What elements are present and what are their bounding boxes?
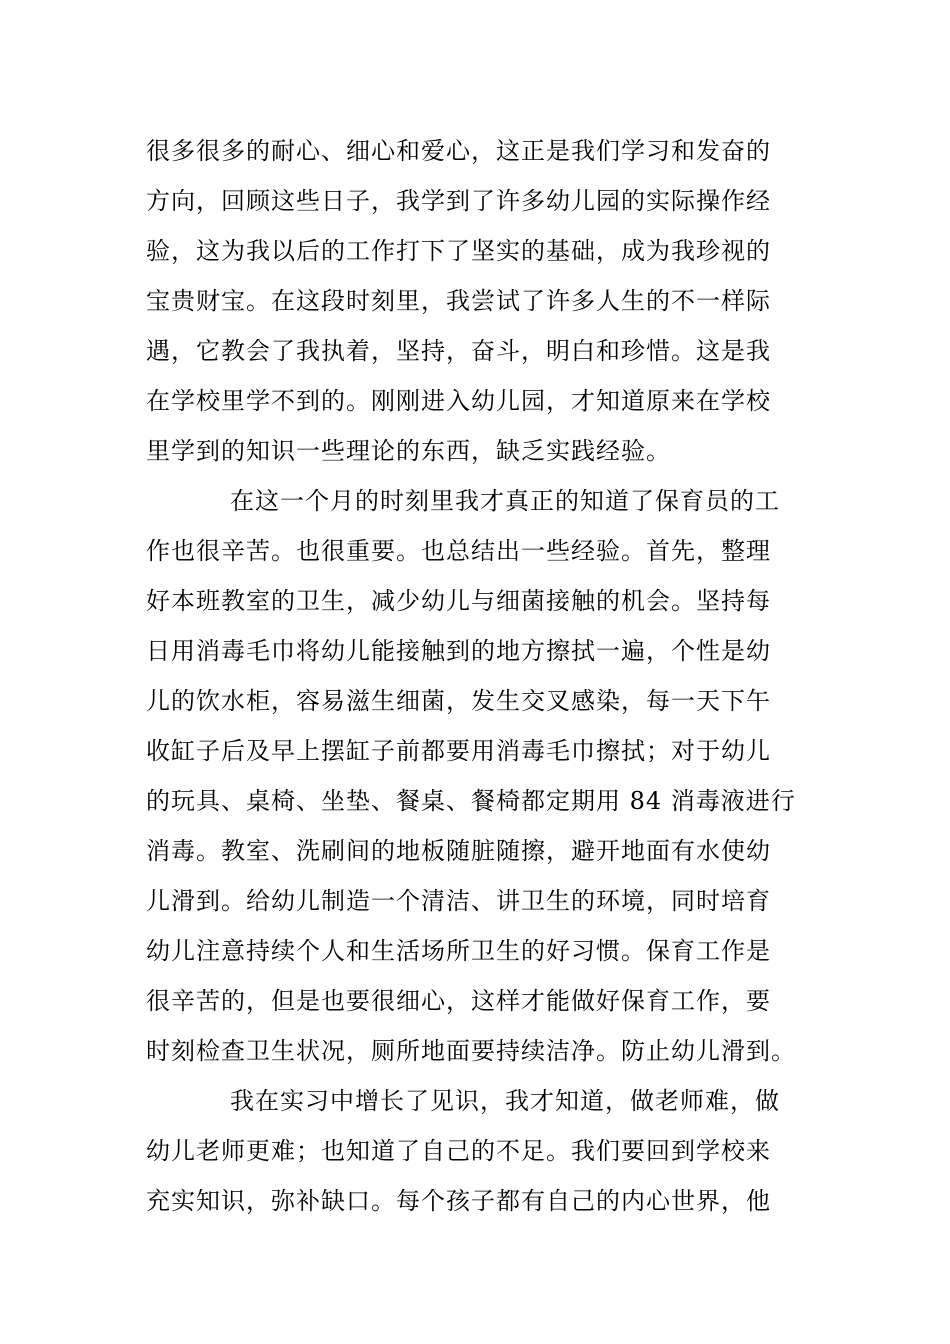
text-line: 作也很辛苦。也很重要。也总结出一些经验。首先，整理 (146, 537, 771, 565)
text-line: 时刻检查卫生状况，厕所地面要持续洁净。防止幼儿滑到。 (146, 1037, 796, 1065)
text-line: 幼儿注意持续个人和生活场所卫生的好习惯。保育工作是 (146, 937, 771, 965)
text-line: 幼儿老师更难；也知道了自己的不足。我们要回到学校来 (146, 1137, 771, 1165)
text-line: 在学校里学不到的。刚刚进入幼儿园，才知道原来在学校 (146, 387, 771, 415)
text-line: 宝贵财宝。在这段时刻里，我尝试了许多人生的不一样际 (146, 287, 771, 315)
text-line: 儿的饮水柜，容易滋生细菌，发生交叉感染，每一天下午 (146, 687, 771, 715)
text-line: 里学到的知识一些理论的东西，缺乏实践经验。 (146, 437, 671, 465)
text-line: 在这一个月的时刻里我才真正的知道了保育员的工 (230, 487, 780, 515)
text-line: 消毒。教室、洗刷间的地板随脏随擦，避开地面有水使幼 (146, 837, 771, 865)
text-line: 我在实习中增长了见识，我才知道，做老师难，做 (230, 1087, 780, 1115)
text-line: 儿滑到。给幼儿制造一个清洁、讲卫生的环境，同时培育 (146, 887, 771, 915)
text-line: 很多很多的耐心、细心和爱心，这正是我们学习和发奋的 (146, 137, 771, 165)
text-line: 日用消毒毛巾将幼儿能接触到的地方擦拭一遍，个性是幼 (146, 637, 771, 665)
text-line: 验，这为我以后的工作打下了坚实的基础，成为我珍视的 (146, 237, 771, 265)
text-line: 收缸子后及早上摆缸子前都要用消毒毛巾擦拭；对于幼儿 (146, 737, 771, 765)
text-line: 的玩具、桌椅、坐垫、餐桌、餐椅都定期用 84 消毒液进行 (146, 787, 796, 815)
text-line: 好本班教室的卫生，减少幼儿与细菌接触的机会。坚持每 (146, 587, 771, 615)
text-line: 很辛苦的，但是也要很细心，这样才能做好保育工作，要 (146, 987, 771, 1015)
text-line: 遇，它教会了我执着，坚持，奋斗，明白和珍惜。这是我 (146, 337, 771, 365)
body-text (146, 126, 806, 1226)
text-line: 方向，回顾这些日子，我学到了许多幼儿园的实际操作经 (146, 187, 771, 215)
text-line: 充实知识，弥补缺口。每个孩子都有自己的内心世界，他 (146, 1187, 771, 1215)
